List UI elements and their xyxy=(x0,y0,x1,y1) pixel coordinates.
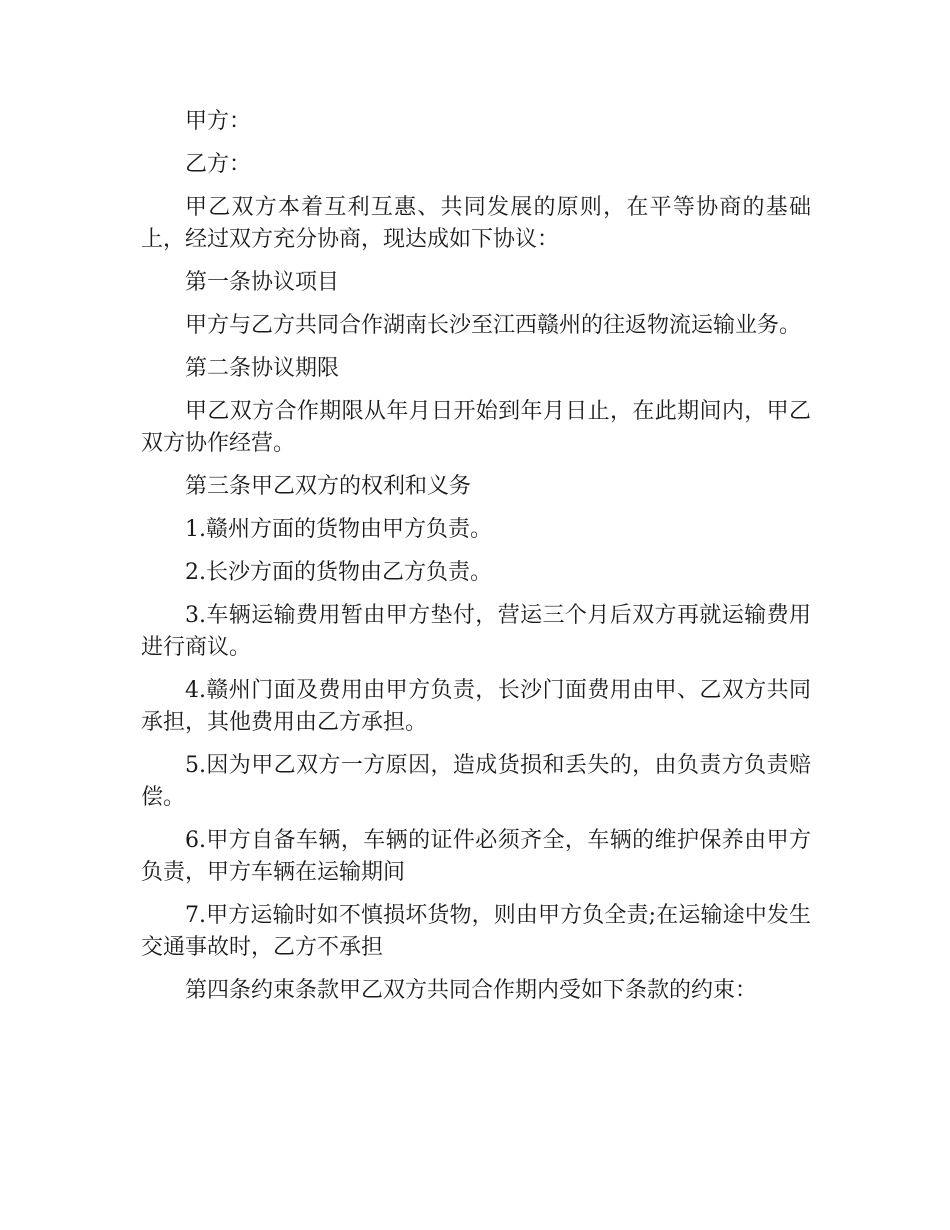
article-3-heading: 第三条甲乙双方的权利和义务 xyxy=(185,474,472,499)
article-3-item-4: 4.赣州门面及费用由甲方负责，长沙门面费用由甲、乙双方共同承担，其他费用由乙方承担。 xyxy=(141,678,811,735)
party-b-line: 乙方： xyxy=(185,152,252,177)
preamble-paragraph: 甲乙双方本着互利互惠、共同发展的原则，在平等协商的基础上，经过双方充分协商，现达成如下协议： xyxy=(141,195,811,252)
article-3-item-5: 5.因为甲乙双方一方原因，造成货损和丢失的，由负责方负责赔偿。 xyxy=(141,753,811,810)
article-1-heading: 第一条协议项目 xyxy=(185,270,340,295)
party-a-line: 甲方： xyxy=(185,109,252,134)
article-4-heading: 第四条约束条款甲乙双方共同合作期内受如下条款的约束： xyxy=(185,978,758,1003)
article-3-item-2: 2.长沙方面的货物由乙方负责。 xyxy=(185,560,492,585)
article-3-item-6: 6.甲方自备车辆，车辆的证件必须齐全，车辆的维护保养由甲方负责，甲方车辆在运输期间 xyxy=(141,828,811,885)
article-3-item-7: 7.甲方运输时如不慎损坏货物，则由甲方负全责;在运输途中发生交通事故时，乙方不承担 xyxy=(141,903,811,960)
article-3-item-1: 1.赣州方面的货物由甲方负责。 xyxy=(185,517,492,542)
article-3-item-3: 3.车辆运输费用暂由甲方垫付，营运三个月后双方再就运输费用进行商议。 xyxy=(141,603,811,660)
article-2-text: 甲乙双方合作期限从年月日开始到年月日止，在此期间内，甲乙双方协作经营。 xyxy=(141,399,811,456)
document-body xyxy=(141,106,811,1018)
article-1-text: 甲方与乙方共同合作湖南长沙至江西赣州的往返物流运输业务。 xyxy=(185,313,802,338)
article-2-heading: 第二条协议期限 xyxy=(185,356,340,381)
